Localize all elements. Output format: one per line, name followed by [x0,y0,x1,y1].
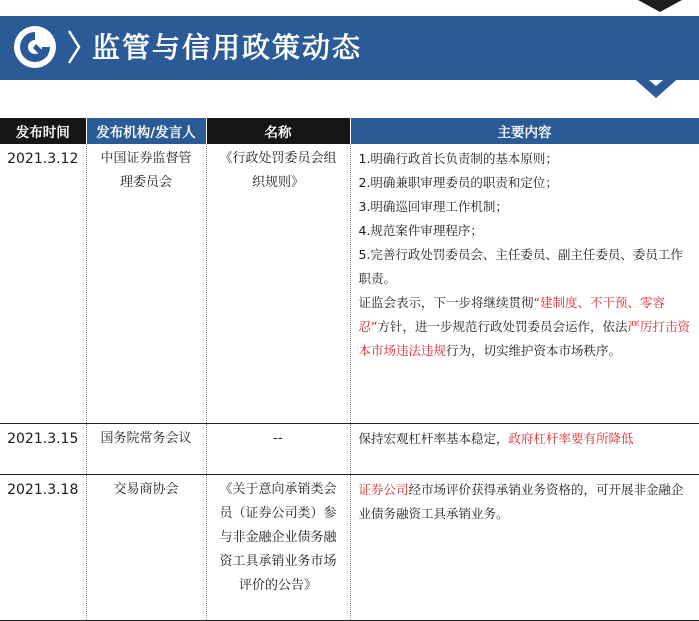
cell-name: 《行政处罚委员会组织规则》 [206,144,350,424]
chevron-down-icon [616,62,696,106]
content-item: 4.规范案件审理程序； [358,223,483,238]
cell-org: 国务院常务会议 [86,424,206,475]
top-tab-decoration [638,0,682,12]
cell-content [350,144,699,424]
note-text: 方针，进一步规范行政处罚委员会运作，依法 [377,319,628,334]
header-org: 发布机构/发言人 [86,118,206,144]
cell-name: 《关于意向承销类会员（证券公司类）参与非金融企业债务融资工具承销业务市场评价的公告》 [206,475,350,621]
cell-content [350,424,699,475]
content-item: 2.明确兼职审理委员的职责和定位； [358,175,558,190]
header-date: 发布时间 [0,118,86,144]
cell-org: 中国证券监督管理委员会 [86,144,206,424]
header-name: 名称 [206,118,350,144]
table-header-row [0,118,699,144]
note-text: 证监会表示，下一步将继续贯彻 [358,295,534,310]
content-item: 1.明确行政首长负责制的基本原则； [358,151,558,166]
table-row [0,144,699,424]
content-highlight: 政府杠杆率要有所降低 [508,431,634,446]
chevron-right-icon [66,29,82,65]
content-item: 3.明确巡回审理工作机制； [358,199,508,214]
header-content: 主要内容 [350,118,699,144]
table-row [0,424,699,475]
content-note [359,291,692,363]
content-text: 保持宏观杠杆率基本稳定， [358,431,509,446]
logo-icon [12,24,58,70]
cell-date: 2021.3.12 [0,144,86,424]
content-item: 5.完善行政处罚委员会、主任委员、副主任委员、委员工作职责。 [358,247,683,286]
policy-table [0,118,699,621]
content-text: 经市场评价获得承销业务资格的，可开展非金融企业债务融资工具承销业务。 [358,482,684,521]
note-highlight: 严厉打击资本市场违法违规 [358,319,691,358]
cell-date: 2021.3.15 [0,424,86,475]
cell-org: 交易商协会 [86,475,206,621]
note-text: 行为，切实维护资本市场秩序。 [446,343,622,358]
cell-date: 2021.3.18 [0,475,86,621]
page-title: 监管与信用政策动态 [92,31,363,64]
cell-name: -- [206,424,350,475]
content-highlight: 证券公司 [358,482,409,497]
note-highlight: “建制度、不干预、零容忍” [358,295,665,334]
table-row [0,475,699,621]
cell-content [350,475,699,621]
